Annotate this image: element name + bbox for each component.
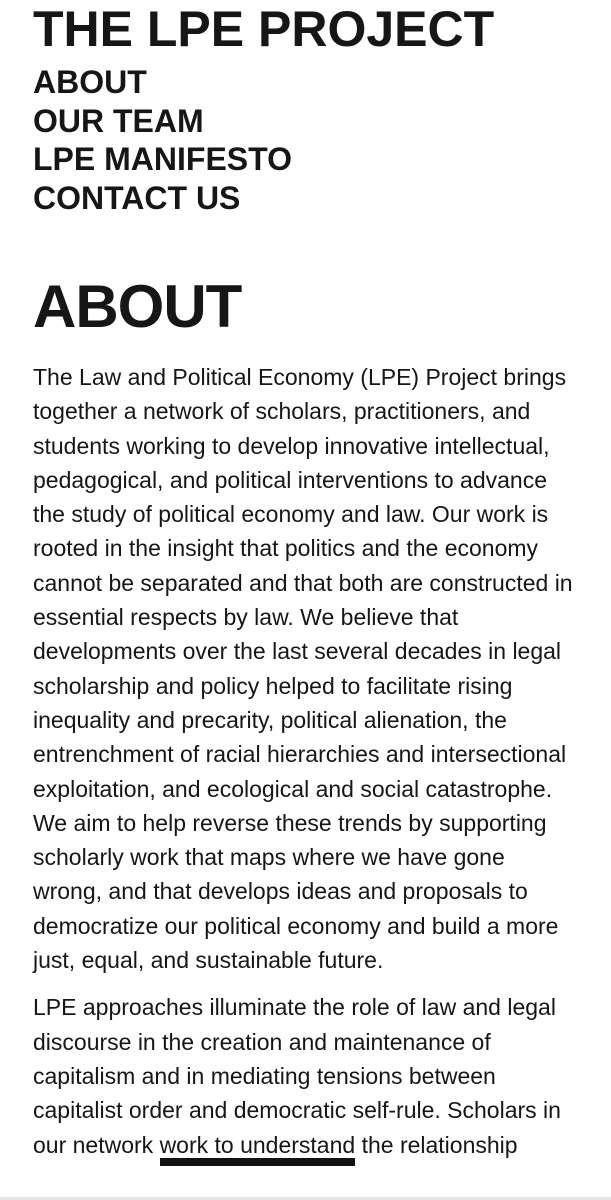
paragraph-2-text-after-link: the relationship — [355, 1131, 518, 1158]
nav-item-our-team[interactable]: OUR TEAM — [33, 102, 204, 139]
site-header — [33, 1, 578, 217]
main-nav — [33, 63, 578, 217]
work-to-understand-link[interactable]: work to understand — [160, 1132, 356, 1166]
main-content — [33, 275, 578, 1162]
nav-item-contact-us[interactable]: CONTACT US — [33, 179, 241, 216]
about-paragraph-1: The Law and Political Economy (LPE) Project brings together a network of scholars, practitioners, and students working to develop innovative intellectual, pedagogical, and political interventions to advance the study of political economy and law. Our work is rooted in the insight that politics and the economy cannot be separated and that both are constructed in essential respects by law. We believe that developments over the last several decades in legal scholarship and policy helped to facilitate rising inequality and precarity, political alienation, the entrenchment of racial hierarchies and intersectional exploitation, and ecological and social catastrophe. We aim to help reverse these trends by supporting scholarly work that maps where we have gone wrong, and that develops ideas and proposals to democratize our political economy and build a more just, equal, and sustainable future. — [33, 364, 573, 974]
about-page-heading: ABOUT — [33, 273, 242, 340]
nav-item-about[interactable]: ABOUT — [33, 64, 147, 100]
paragraph-2-text-before-link: LPE approaches illuminate the role of law and legal discourse in the creation and maintenance of capitalism and in mediating tensions between capitalist order and democratic self-rule. Scholars in our network — [33, 994, 561, 1158]
nav-item-lpe-manifesto[interactable]: LPE MANIFESTO — [33, 141, 292, 177]
about-paragraph-2 — [33, 990, 578, 1161]
site-title[interactable]: THE LPE PROJECT — [33, 1, 495, 57]
